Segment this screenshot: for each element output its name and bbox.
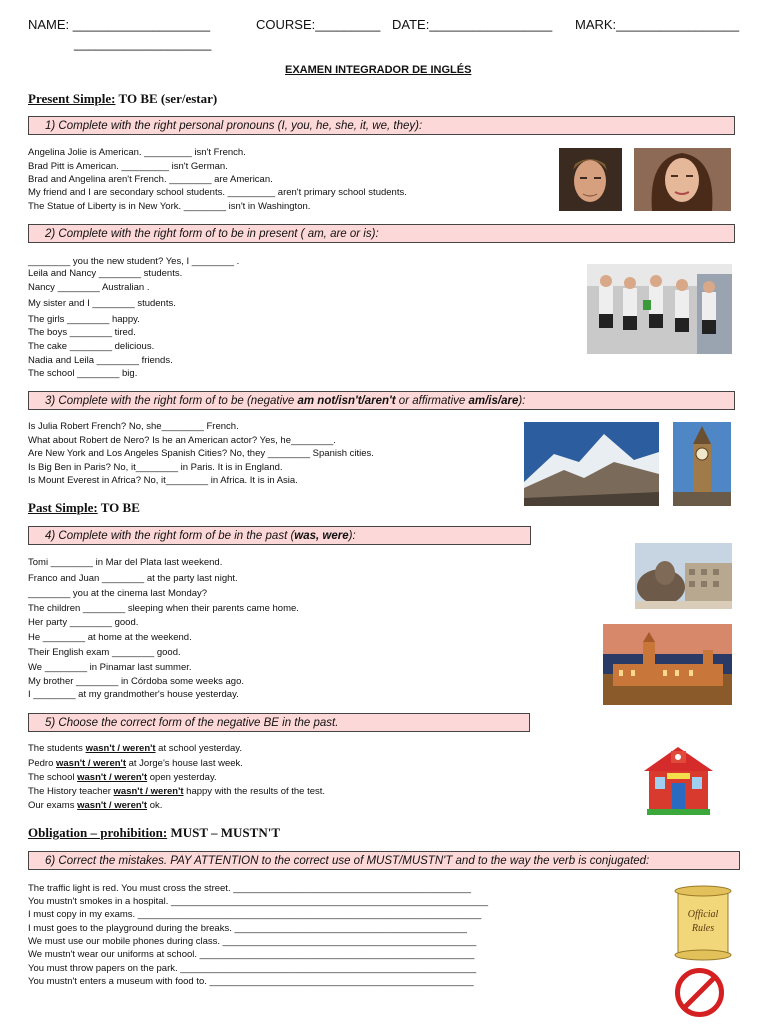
heading-bold: am not/isn't/aren't [297, 395, 396, 407]
section-rest: MUST – MUSTN'T [170, 825, 280, 840]
exercise-line: We ________ in Pinamar last summer. [28, 662, 192, 673]
section-label: Obligation – prohibition: [28, 825, 168, 840]
exercise-5-heading: 5) Choose the correct form of the negative BE in the past. [28, 713, 530, 732]
exercise-line: Is Mount Everest in Africa? No, it________ in Africa. It is in Asia. [28, 475, 298, 486]
angelina-jolie-photo [634, 148, 731, 211]
exercise-line: The school ________ big. [28, 368, 138, 379]
exercise-line: Are New York and Los Angeles Spanish Cities? No, they ________ Spanish cities. [28, 448, 374, 459]
exercise-line: Her party ________ good. [28, 617, 139, 628]
line-text: open yesterday. [147, 772, 217, 783]
section-heading-present-simple [28, 91, 217, 107]
brad-pitt-photo [559, 148, 622, 211]
mark-field: MARK:_________________ [575, 17, 740, 32]
exercise-line: He ________ at home at the weekend. [28, 632, 192, 643]
exercise-line: Their English exam ________ good. [28, 647, 181, 658]
exercise-line: The boys ________ tired. [28, 327, 136, 338]
scroll-text-official: Official [687, 909, 719, 920]
students-photo [587, 264, 732, 354]
exercise-line: Brad and Angelina aren't French. ________ are American. [28, 174, 273, 185]
date-field: DATE:_________________ [392, 17, 553, 32]
choice-options: wasn't / weren't [77, 772, 148, 783]
exercise-line: Tomi ________ in Mar del Plata last weekend. [28, 557, 223, 568]
section-rest: TO BE (ser/estar) [118, 91, 218, 106]
exercise-line: I must goes to the playground during the breaks. ____________________________________________ [28, 923, 467, 934]
exercise-line: Nancy ________ Australian . [28, 282, 150, 293]
exercise-line: My brother ________ in Córdoba some weeks ago. [28, 676, 244, 687]
scroll-text-rules: Rules [691, 923, 715, 934]
prohibition-sign-icon [673, 966, 726, 1019]
line-text: at Jorge's house last week. [125, 758, 243, 769]
exercise-line: ________ you the new student? Yes, I ________ . [28, 256, 240, 267]
exercise-4-heading [28, 526, 531, 545]
section-rest: TO BE [100, 500, 140, 515]
exercise-line: Brad Pitt is American. _________ isn't German. [28, 161, 228, 172]
exercise-line: The girls ________ happy. [28, 314, 140, 325]
exercise-line: You mustn't enters a museum with food to. __________________________________________________ [28, 976, 474, 987]
exercise-line [28, 743, 242, 754]
exercise-line: Leila and Nancy ________ students. [28, 268, 183, 279]
name-field: NAME: ___________________ [28, 17, 211, 32]
exercise-line [28, 772, 217, 783]
heading-text: ): [348, 530, 356, 542]
line-text: The students [28, 743, 86, 754]
name-field-continued: ___________________ [74, 36, 212, 51]
mount-everest-photo [524, 422, 659, 506]
choice-options: wasn't / weren't [85, 743, 156, 754]
line-text: happy with the results of the test. [183, 786, 326, 797]
exercise-line [28, 786, 325, 797]
exercise-line: The Statue of Liberty is in New York. ________ isn't in Washington. [28, 201, 311, 212]
exercise-line: I ________ at my grandmother's house yesterday. [28, 689, 239, 700]
exercise-line: The children ________ sleeping when their parents came home. [28, 603, 299, 614]
section-heading-obligation [28, 825, 280, 841]
line-text: Pedro [28, 758, 56, 769]
exercise-line: I must copy in my exams. _________________________________________________________________ [28, 909, 482, 920]
section-label: Past Simple: [28, 500, 98, 515]
exercise-line: Angelina Jolie is American. _________ isn't French. [28, 147, 246, 158]
heading-text: or affirmative [395, 395, 469, 407]
exercise-1-heading: 1) Complete with the right personal pronouns (I, you, he, she, it, we, they): [28, 116, 735, 135]
exercise-line [28, 758, 243, 769]
exercise-line: ________ you at the cinema last Monday? [28, 588, 208, 599]
heading-text: 3) Complete with the right form of to be (negative [45, 395, 298, 407]
section-label: Present Simple: [28, 91, 116, 106]
official-rules-scroll-icon [672, 885, 734, 961]
exercise-line: You must throw papers on the park. ________________________________________________________ [28, 963, 477, 974]
exercise-2-heading: 2) Complete with the right form of to be in present ( am, are or is): [28, 224, 735, 243]
exercise-line: My sister and I ________ students. [28, 298, 176, 309]
exercise-line: Franco and Juan ________ at the party last night. [28, 573, 238, 584]
exercise-line [28, 800, 162, 811]
exercise-line: What about Robert de Nero? Is he an American actor? Yes, he________. [28, 435, 336, 446]
line-text: at school yesterday. [155, 743, 242, 754]
exercise-6-heading: 6) Correct the mistakes. PAY ATTENTION to the correct use of MUST/MUSTN'T and to the way the verb is conjugated: [28, 851, 740, 870]
exercise-line: You mustn't smokes in a hospital. ____________________________________________________________ [28, 896, 488, 907]
choice-options: wasn't / weren't [56, 758, 126, 769]
heading-bold: am/is/are [468, 395, 519, 407]
line-text: ok. [147, 800, 163, 811]
line-text: Our exams [28, 800, 78, 811]
exercise-line: We mustn't wear our uniforms at school. ____________________________________________________ [28, 949, 475, 960]
exercise-3-heading [28, 391, 735, 410]
page-title: EXAMEN INTEGRADOR DE INGLÉS [285, 64, 472, 76]
exercise-line: My friend and I are secondary school students. _________ aren't primary school students. [28, 187, 407, 198]
choice-options: wasn't / weren't [77, 800, 148, 811]
course-field: COURSE:_________ [256, 17, 381, 32]
exercise-line: Is Big Ben in Paris? No, it________ in Paris. It is in England. [28, 462, 283, 473]
exercise-line: Nadia and Leila ________ friends. [28, 355, 173, 366]
line-text: The school [28, 772, 78, 783]
big-ben-photo [673, 422, 731, 506]
cordoba-photo [603, 624, 732, 705]
school-building-icon [641, 745, 716, 817]
line-text: The History teacher [28, 786, 114, 797]
exercise-line: We must use our mobile phones during class. ________________________________________________ [28, 936, 477, 947]
section-heading-past-simple [28, 500, 140, 516]
heading-text: 4) Complete with the right form of be in the past ( [45, 530, 295, 542]
choice-options: wasn't / weren't [113, 786, 184, 797]
exercise-line: The cake ________ delicious. [28, 341, 155, 352]
mar-del-plata-photo [635, 543, 732, 609]
heading-bold: was, were [294, 530, 349, 542]
exercise-line: The traffic light is red. You must cross the street. _____________________________________________ [28, 883, 471, 894]
heading-text: ): [518, 395, 526, 407]
exercise-line: Is Julia Robert French? No, she________ French. [28, 421, 239, 432]
